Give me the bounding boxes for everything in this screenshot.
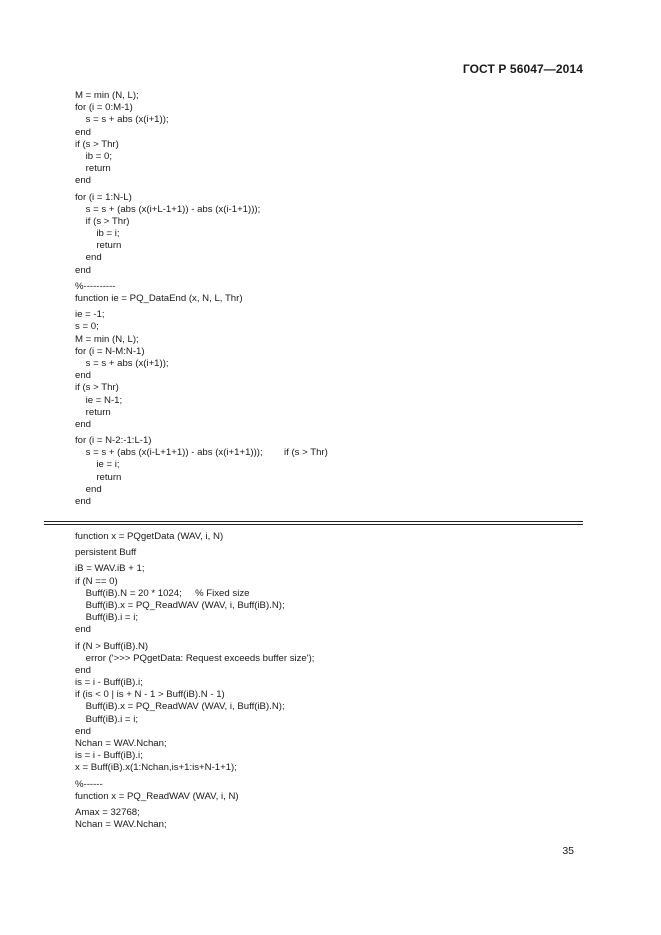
code-line: Nchan = WAV.Nchan; xyxy=(75,819,167,831)
code-line: for (i = N-2:-1:L-1) xyxy=(75,435,152,447)
code-line: Buff(iB).N = 20 * 1024; % Fixed size xyxy=(75,587,250,599)
code-line: if (N == 0) xyxy=(75,575,118,587)
code-line: ie = N-1; xyxy=(75,394,123,406)
code-line: s = s + abs (x(i+1)); xyxy=(75,114,169,126)
code-line: end xyxy=(75,418,92,430)
code-line: M = min (N, L); xyxy=(75,333,139,345)
document-header: ГОСТ Р 56047—2014 xyxy=(462,62,583,76)
code-line: for (i = 0:M-1) xyxy=(75,102,133,114)
code-line: end xyxy=(75,483,102,495)
code-line: s = 0; xyxy=(75,321,99,333)
code-line: if (is < 0 | is + N - 1 > Buff(iB).N - 1) xyxy=(75,689,225,701)
code-line: Amax = 32768; xyxy=(75,806,140,818)
code-line: x = Buff(iB).x(1:Nchan,is+1:is+N-1+1); xyxy=(75,762,237,774)
code-line: %---------- xyxy=(75,280,116,292)
code-line: if (N > Buff(iB).N) xyxy=(75,640,149,652)
code-line: end xyxy=(75,624,92,636)
code-line: M = min (N, L); xyxy=(75,90,139,101)
code-line: return xyxy=(75,163,111,175)
code-line: Buff(iB).i = i; xyxy=(75,713,139,725)
code-line: if (s > Thr) xyxy=(75,382,119,394)
code-line: return xyxy=(75,406,111,418)
code-line: end xyxy=(75,496,92,507)
code-line: function x = PQgetData (WAV, i, N) xyxy=(75,531,224,542)
page-number: 35 xyxy=(562,845,574,857)
code-line: if (s > Thr) xyxy=(75,215,130,227)
code-line: end xyxy=(75,252,102,264)
code-line: for (i = 1:N-L) xyxy=(75,191,132,203)
section-divider xyxy=(44,521,583,522)
code-line: s = s + (abs (x(i-L+1+1)) - abs (x(i+1+1))); if (s > Thr) xyxy=(75,447,328,459)
code-line: error ('>>> PQgetData: Request exceeds buffer size'); xyxy=(75,652,315,664)
code-line: %------ xyxy=(75,778,103,790)
code-line: end xyxy=(75,725,92,737)
section-divider xyxy=(44,524,583,525)
code-line: return xyxy=(75,471,122,483)
code-line: iB = WAV.iB + 1; xyxy=(75,563,145,575)
code-block-get-data xyxy=(75,531,314,831)
code-line: end xyxy=(75,370,92,382)
code-line: end xyxy=(75,126,92,138)
code-line: end xyxy=(75,264,92,276)
code-line: persistent Buff xyxy=(75,547,137,559)
code-line: Buff(iB).i = i; xyxy=(75,612,139,624)
code-line: return xyxy=(75,240,122,252)
code-line: Nchan = WAV.Nchan; xyxy=(75,738,167,749)
code-line: function x = PQ_ReadWAV (WAV, i, N) xyxy=(75,790,239,802)
code-line: is = i - Buff(iB).i; xyxy=(75,750,143,762)
code-line: ib = 0; xyxy=(75,150,113,162)
code-line: function ie = PQ_DataEnd (x, N, L, Thr) xyxy=(75,293,243,304)
code-line: ie = i; xyxy=(75,459,120,471)
code-line: ie = -1; xyxy=(75,309,105,321)
code-line: s = s + abs (x(i+1)); xyxy=(75,357,169,369)
code-line: is = i - Buff(iB).i; xyxy=(75,677,143,689)
code-line: Buff(iB).x = PQ_ReadWAV (WAV, i, Buff(iB).N); xyxy=(75,701,285,713)
code-block-data-end xyxy=(75,90,328,508)
code-line: end xyxy=(75,664,92,676)
code-line: for (i = N-M:N-1) xyxy=(75,345,145,357)
code-line: end xyxy=(75,175,92,187)
code-line: if (s > Thr) xyxy=(75,138,119,150)
code-line: s = s + (abs (x(i+L-1+1)) - abs (x(i-1+1))); xyxy=(75,203,261,215)
code-line: ib = i; xyxy=(75,228,120,240)
code-line: Buff(iB).x = PQ_ReadWAV (WAV, i, Buff(iB).N); xyxy=(75,599,285,611)
